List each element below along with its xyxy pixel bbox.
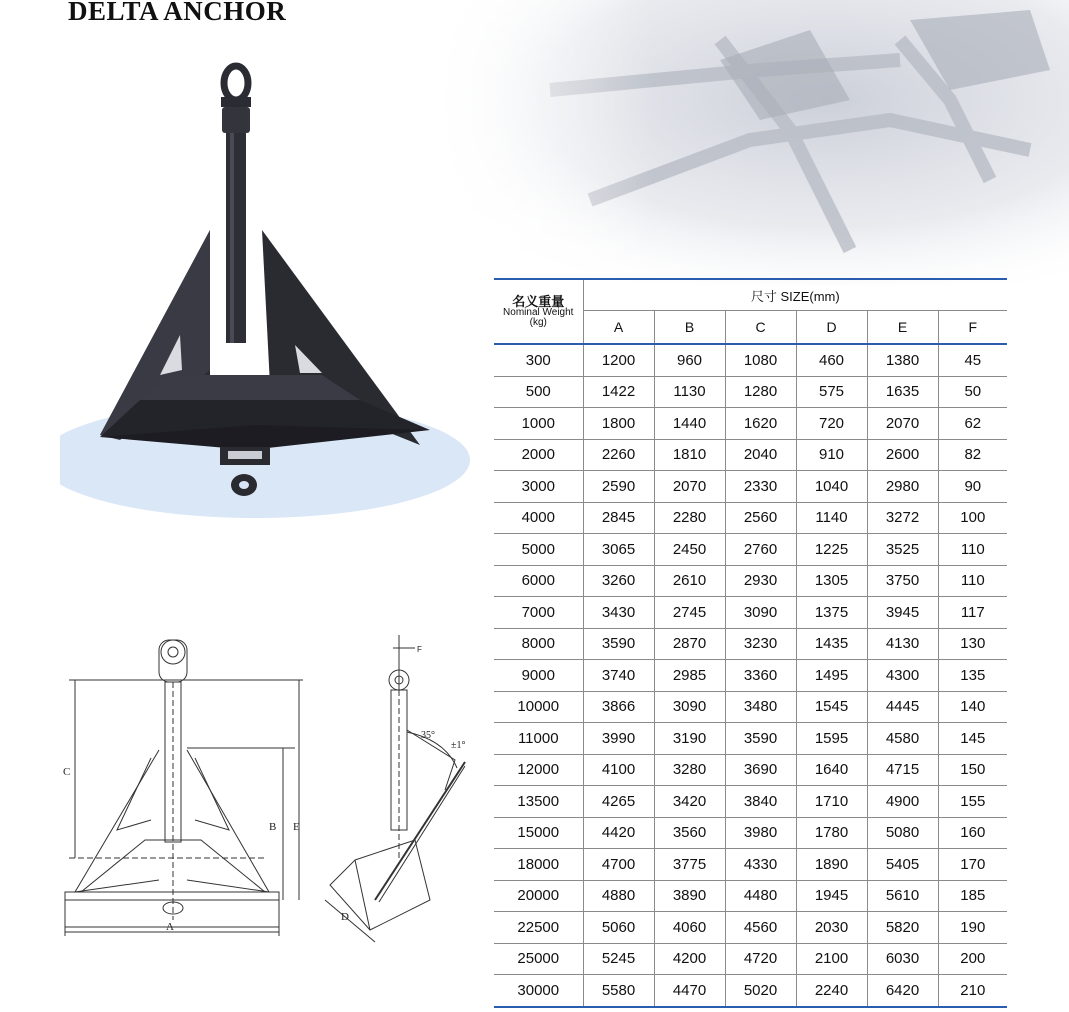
table-row	[494, 849, 1007, 881]
size-cell: 3260	[583, 565, 654, 597]
size-cell: 5060	[583, 912, 654, 944]
size-cell: 1040	[796, 471, 867, 503]
size-cell: 4480	[725, 880, 796, 912]
column-header-e: E	[867, 311, 938, 345]
size-cell: 2450	[654, 534, 725, 566]
column-header-c: C	[725, 311, 796, 345]
size-cell: 3590	[725, 723, 796, 755]
weight-cell: 6000	[494, 565, 583, 597]
size-cell: 4265	[583, 786, 654, 818]
size-cell: 1800	[583, 408, 654, 440]
size-cell: 6030	[867, 943, 938, 975]
size-cell: 2845	[583, 502, 654, 534]
size-cell: 1280	[725, 376, 796, 408]
size-cell: 4420	[583, 817, 654, 849]
size-cell: 1780	[796, 817, 867, 849]
size-cell: 1945	[796, 880, 867, 912]
table-row	[494, 628, 1007, 660]
size-cell: 150	[938, 754, 1007, 786]
size-cell: 1225	[796, 534, 867, 566]
size-cell: 575	[796, 376, 867, 408]
size-cell: 3065	[583, 534, 654, 566]
background-photo	[430, 0, 1069, 285]
size-cell: 45	[938, 344, 1007, 376]
dim-label-c: C	[63, 766, 71, 778]
dim-label-d: D	[341, 911, 349, 923]
size-cell: 3420	[654, 786, 725, 818]
size-cell: 4580	[867, 723, 938, 755]
size-cell: 117	[938, 597, 1007, 629]
size-cell: 1890	[796, 849, 867, 881]
size-cell: 1435	[796, 628, 867, 660]
column-header-d: D	[796, 311, 867, 345]
size-cell: 5580	[583, 975, 654, 1007]
size-cell: 82	[938, 439, 1007, 471]
size-cell: 2070	[867, 408, 938, 440]
weight-cell: 12000	[494, 754, 583, 786]
size-cell: 155	[938, 786, 1007, 818]
angle-label: 35°	[421, 730, 435, 741]
size-cell: 1595	[796, 723, 867, 755]
size-cell: 2870	[654, 628, 725, 660]
size-cell: 5080	[867, 817, 938, 849]
weight-header	[494, 279, 583, 344]
size-cell: 3945	[867, 597, 938, 629]
size-cell: 3990	[583, 723, 654, 755]
size-cell: 3980	[725, 817, 796, 849]
weight-cell: 15000	[494, 817, 583, 849]
size-cell: 910	[796, 439, 867, 471]
size-cell: 5820	[867, 912, 938, 944]
weight-cell: 22500	[494, 912, 583, 944]
weight-cell: 1000	[494, 408, 583, 440]
size-cell: 2600	[867, 439, 938, 471]
size-cell: 3866	[583, 691, 654, 723]
size-cell: 90	[938, 471, 1007, 503]
table-row	[494, 723, 1007, 755]
size-cell: 3360	[725, 660, 796, 692]
spec-table	[494, 278, 1007, 1008]
size-cell: 5610	[867, 880, 938, 912]
size-header: 尺寸 SIZE(mm)	[583, 279, 1007, 311]
size-cell: 4880	[583, 880, 654, 912]
size-cell: 2745	[654, 597, 725, 629]
size-cell: 3480	[725, 691, 796, 723]
size-cell: 62	[938, 408, 1007, 440]
column-header-b: B	[654, 311, 725, 345]
size-cell: 170	[938, 849, 1007, 881]
size-cell: 4700	[583, 849, 654, 881]
size-cell: 1495	[796, 660, 867, 692]
size-cell: 1380	[867, 344, 938, 376]
table-row	[494, 565, 1007, 597]
size-cell: 2610	[654, 565, 725, 597]
size-cell: 1305	[796, 565, 867, 597]
size-cell: 140	[938, 691, 1007, 723]
weight-cell: 11000	[494, 723, 583, 755]
front-view-drawing	[55, 630, 315, 940]
anchor-photo	[60, 55, 480, 535]
size-cell: 1140	[796, 502, 867, 534]
size-cell: 4900	[867, 786, 938, 818]
table-row	[494, 376, 1007, 408]
size-cell: 3750	[867, 565, 938, 597]
size-cell: 4100	[583, 754, 654, 786]
weight-cell: 9000	[494, 660, 583, 692]
weight-header-en: Nominal Weight	[503, 307, 574, 318]
table-row	[494, 660, 1007, 692]
size-cell: 100	[938, 502, 1007, 534]
size-cell: 3840	[725, 786, 796, 818]
dim-label-f: F	[417, 645, 422, 654]
weight-cell: 7000	[494, 597, 583, 629]
size-cell: 3690	[725, 754, 796, 786]
size-cell: 2590	[583, 471, 654, 503]
size-cell: 2985	[654, 660, 725, 692]
table-row	[494, 502, 1007, 534]
size-cell: 3775	[654, 849, 725, 881]
size-cell: 3090	[725, 597, 796, 629]
size-cell: 1080	[725, 344, 796, 376]
weight-header-unit: (kg)	[529, 317, 547, 328]
size-cell: 1635	[867, 376, 938, 408]
size-cell: 720	[796, 408, 867, 440]
size-cell: 2070	[654, 471, 725, 503]
size-cell: 110	[938, 534, 1007, 566]
size-cell: 2930	[725, 565, 796, 597]
page-title: DELTA ANCHOR	[68, 0, 287, 26]
weight-cell: 8000	[494, 628, 583, 660]
size-cell: 5020	[725, 975, 796, 1007]
size-cell: 2560	[725, 502, 796, 534]
size-cell: 4300	[867, 660, 938, 692]
size-cell: 2100	[796, 943, 867, 975]
weight-cell: 300	[494, 344, 583, 376]
weight-cell: 5000	[494, 534, 583, 566]
size-cell: 2330	[725, 471, 796, 503]
size-cell: 3280	[654, 754, 725, 786]
size-cell: 130	[938, 628, 1007, 660]
size-cell: 3230	[725, 628, 796, 660]
size-cell: 3740	[583, 660, 654, 692]
table-row	[494, 471, 1007, 503]
size-cell: 1810	[654, 439, 725, 471]
size-cell: 2980	[867, 471, 938, 503]
angle-tolerance-label: ±1°	[451, 740, 466, 751]
size-cell: 960	[654, 344, 725, 376]
weight-cell: 10000	[494, 691, 583, 723]
table-row	[494, 408, 1007, 440]
size-cell: 145	[938, 723, 1007, 755]
size-cell: 5245	[583, 943, 654, 975]
size-cell: 3590	[583, 628, 654, 660]
size-cell: 6420	[867, 975, 938, 1007]
column-header-a: A	[583, 311, 654, 345]
size-cell: 4330	[725, 849, 796, 881]
weight-cell: 3000	[494, 471, 583, 503]
size-cell: 1422	[583, 376, 654, 408]
size-cell: 2240	[796, 975, 867, 1007]
weight-cell: 18000	[494, 849, 583, 881]
table-row	[494, 534, 1007, 566]
table-row	[494, 975, 1007, 1007]
table-row	[494, 754, 1007, 786]
size-cell: 185	[938, 880, 1007, 912]
weight-cell: 25000	[494, 943, 583, 975]
size-cell: 2030	[796, 912, 867, 944]
size-cell: 1440	[654, 408, 725, 440]
size-cell: 4060	[654, 912, 725, 944]
weight-cell: 4000	[494, 502, 583, 534]
size-cell: 190	[938, 912, 1007, 944]
size-cell: 2260	[583, 439, 654, 471]
size-cell: 4720	[725, 943, 796, 975]
table-row	[494, 439, 1007, 471]
size-cell: 3272	[867, 502, 938, 534]
size-cell: 3525	[867, 534, 938, 566]
side-view-drawing	[315, 630, 475, 950]
size-cell: 4445	[867, 691, 938, 723]
size-cell: 3890	[654, 880, 725, 912]
weight-cell: 500	[494, 376, 583, 408]
size-cell: 3430	[583, 597, 654, 629]
size-cell: 1545	[796, 691, 867, 723]
size-cell: 3560	[654, 817, 725, 849]
size-cell: 1640	[796, 754, 867, 786]
size-cell: 200	[938, 943, 1007, 975]
size-cell: 4200	[654, 943, 725, 975]
dim-label-a: A	[166, 921, 174, 933]
weight-header-cn: 名义重量	[512, 294, 565, 309]
size-cell: 110	[938, 565, 1007, 597]
table-row	[494, 597, 1007, 629]
table-row	[494, 691, 1007, 723]
table-row	[494, 943, 1007, 975]
dim-label-b: B	[269, 821, 277, 833]
table-row	[494, 880, 1007, 912]
size-cell: 5405	[867, 849, 938, 881]
size-cell: 1130	[654, 376, 725, 408]
size-cell: 50	[938, 376, 1007, 408]
weight-cell: 30000	[494, 975, 583, 1007]
weight-cell: 2000	[494, 439, 583, 471]
size-cell: 1710	[796, 786, 867, 818]
size-cell: 3090	[654, 691, 725, 723]
table-row	[494, 786, 1007, 818]
size-cell: 2040	[725, 439, 796, 471]
size-cell: 160	[938, 817, 1007, 849]
table-row	[494, 912, 1007, 944]
size-cell: 210	[938, 975, 1007, 1007]
size-cell: 3190	[654, 723, 725, 755]
size-cell: 2760	[725, 534, 796, 566]
table-row	[494, 817, 1007, 849]
size-cell: 2280	[654, 502, 725, 534]
size-cell: 460	[796, 344, 867, 376]
size-cell: 4130	[867, 628, 938, 660]
size-cell: 135	[938, 660, 1007, 692]
column-header-f: F	[938, 311, 1007, 345]
size-cell: 4715	[867, 754, 938, 786]
table-row	[494, 344, 1007, 376]
weight-cell: 20000	[494, 880, 583, 912]
size-cell: 1375	[796, 597, 867, 629]
size-cell: 1620	[725, 408, 796, 440]
dim-label-e: E	[293, 821, 300, 833]
weight-cell: 13500	[494, 786, 583, 818]
size-cell: 4470	[654, 975, 725, 1007]
size-cell: 4560	[725, 912, 796, 944]
size-cell: 1200	[583, 344, 654, 376]
